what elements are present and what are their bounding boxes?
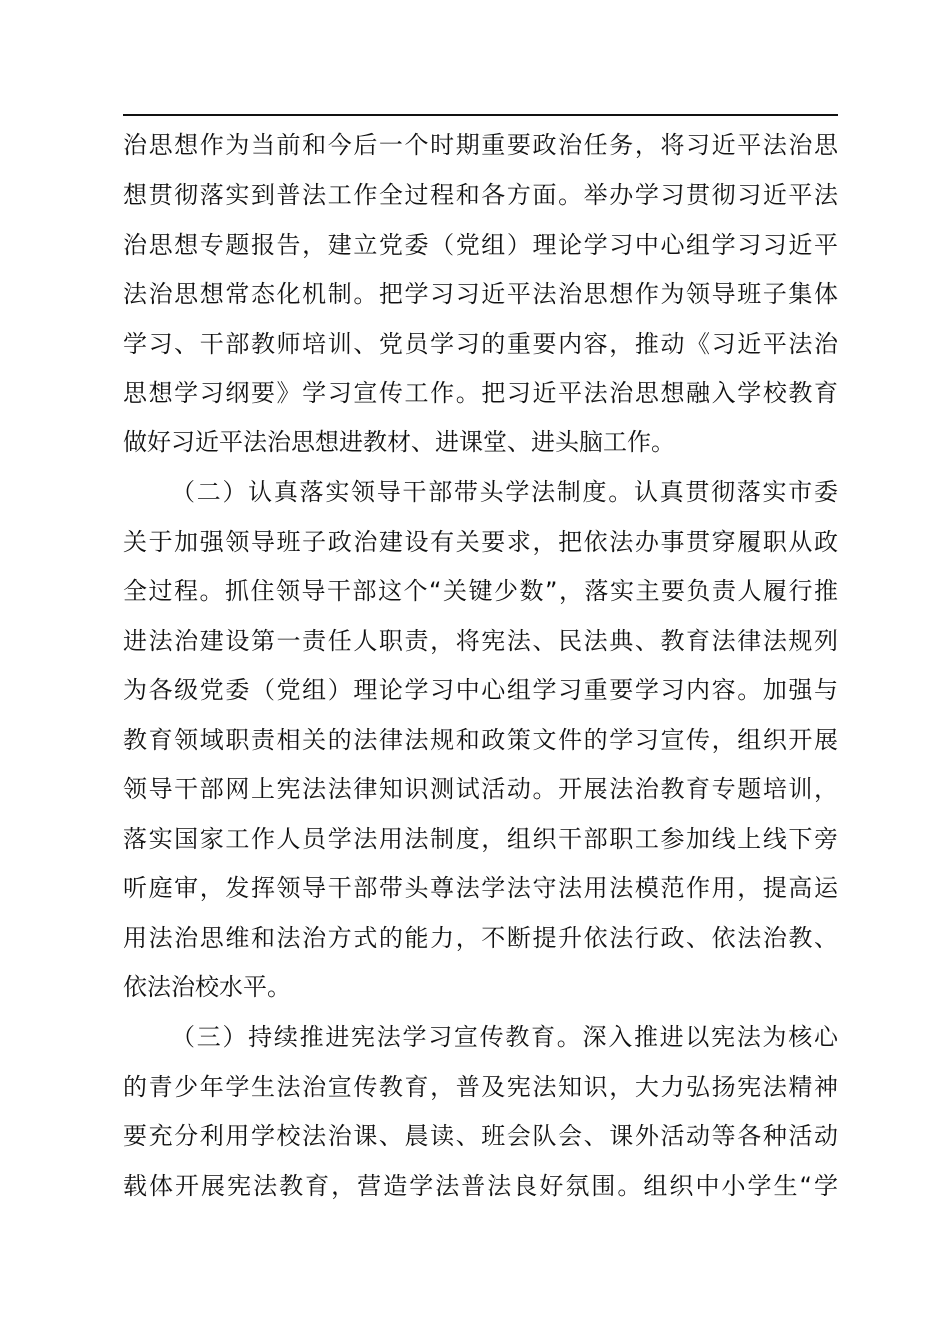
paragraph-line: 思想学习纲要》学习宣传工作。把习近平法治思想融入学校教育	[123, 379, 838, 407]
paragraph-line: 落实国家工作人员学法用法制度，组织干部职工参加线上线下旁	[123, 825, 838, 853]
paragraph-line: 用法治思维和法治方式的能力，不断提升依法行政、依法治教、	[123, 924, 838, 952]
paragraph-line: 载体开展宪法教育，营造学法普法良好氛围。组织中小学生“学	[123, 1172, 838, 1200]
paragraph-line: 做好习近平法治思想进教材、进课堂、进头脑工作。	[123, 428, 675, 456]
paragraph-line: 听庭审，发挥领导干部带头尊法学法守法用法模范作用，提高运	[123, 874, 838, 902]
paragraph-line: 要充分利用学校法治课、晨读、班会队会、课外活动等各种活动	[123, 1122, 838, 1150]
paragraph-line: 依法治校水平。	[123, 973, 291, 1001]
section-heading-line: （二）认真落实领导干部带头学法制度。认真贯彻落实市委	[171, 478, 838, 506]
section-heading-line: （三）持续推进宪法学习宣传教育。深入推进以宪法为核心	[171, 1023, 838, 1051]
paragraph-line: 领导干部网上宪法法律知识测试活动。开展法治教育专题培训，	[123, 775, 838, 803]
paragraph-line: 的青少年学生法治宣传教育，普及宪法知识，大力弘扬宪法精神	[123, 1073, 838, 1101]
paragraph-line: 为各级党委（党组）理论学习中心组学习重要学习内容。加强与	[123, 676, 838, 704]
paragraph-line: 治思想作为当前和今后一个时期重要政治任务，将习近平法治思	[123, 131, 838, 159]
paragraph-line: 治思想专题报告，建立党委（党组）理论学习中心组学习习近平	[123, 231, 838, 259]
paragraph-line: 想贯彻落实到普法工作全过程和各方面。举办学习贯彻习近平法	[123, 181, 838, 209]
paragraph-line: 教育领域职责相关的法律法规和政策文件的学习宣传，组织开展	[123, 726, 838, 754]
paragraph-line: 进法治建设第一责任人职责，将宪法、民法典、教育法律法规列	[123, 627, 838, 655]
paragraph-line: 学习、干部教师培训、党员学习的重要内容，推动《习近平法治	[123, 330, 838, 358]
paragraph-line: 全过程。抓住领导干部这个“关键少数”，落实主要负责人履行推	[123, 577, 838, 605]
paragraph-line: 关于加强领导班子政治建设有关要求，把依法办事贯穿履职从政	[123, 528, 838, 556]
header-rule	[123, 114, 838, 116]
paragraph-line: 法治思想常态化机制。把学习习近平法治思想作为领导班子集体	[123, 280, 838, 308]
